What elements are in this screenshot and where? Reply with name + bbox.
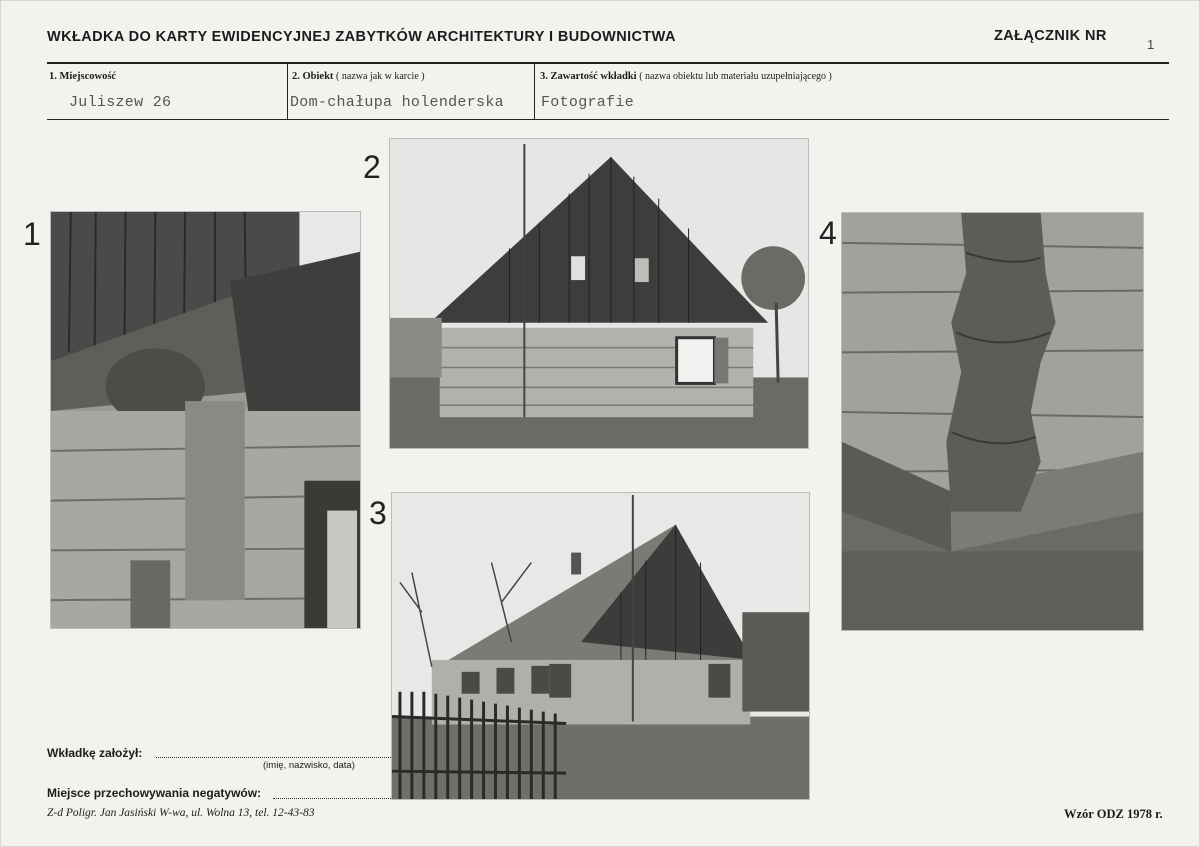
photo-number-2: 2 — [363, 149, 381, 185]
created-by-line — [156, 757, 391, 758]
photo-gable-view — [389, 138, 809, 449]
negatives-label: Miejsce przechowywania negatywów: — [47, 786, 262, 800]
annex-number: 1 — [1147, 37, 1155, 52]
photo-eave-corner — [50, 211, 361, 629]
object-value: Dom-chałupa holenderska — [290, 94, 504, 111]
negatives-line — [273, 798, 391, 799]
field-divider-1 — [287, 63, 288, 120]
form-model: Wzór ODZ 1978 r. — [1064, 807, 1163, 821]
header-bottom-rule — [47, 119, 1169, 120]
field-divider-2 — [534, 63, 535, 120]
photo-log-corner-joint — [841, 212, 1144, 631]
created-by-label: Wkładkę założył: — [47, 746, 143, 760]
location-value: Juliszew 26 — [69, 94, 172, 111]
created-by-hint: (imię, nazwisko, data) — [263, 760, 355, 771]
page-title: WKŁADKA DO KARTY EWIDENCYJNEJ ZABYTKÓW ARCHITEKTURY I BUDOWNICTWA — [47, 29, 676, 45]
printer-imprint: Z-d Poligr. Jan Jasiński W-wa, ul. Wolna 13, tel. 12-43-83 — [47, 807, 315, 819]
photo-number-1: 1 — [23, 216, 41, 252]
photo-corner-view — [391, 492, 810, 800]
photo-number-3: 3 — [369, 495, 387, 531]
content-label: 3. Zawartość wkładki ( nazwa obiektu lub materiału uzupełniającego ) — [540, 71, 832, 82]
content-value: Fotografie — [541, 94, 635, 111]
location-label: 1. Miejscowość — [49, 71, 117, 82]
photo-number-4: 4 — [819, 215, 837, 251]
object-label: 2. Obiekt ( nazwa jak w karcie ) — [292, 71, 425, 82]
header-top-rule — [47, 62, 1169, 64]
annex-label: ZAŁĄCZNIK NR — [994, 28, 1107, 44]
